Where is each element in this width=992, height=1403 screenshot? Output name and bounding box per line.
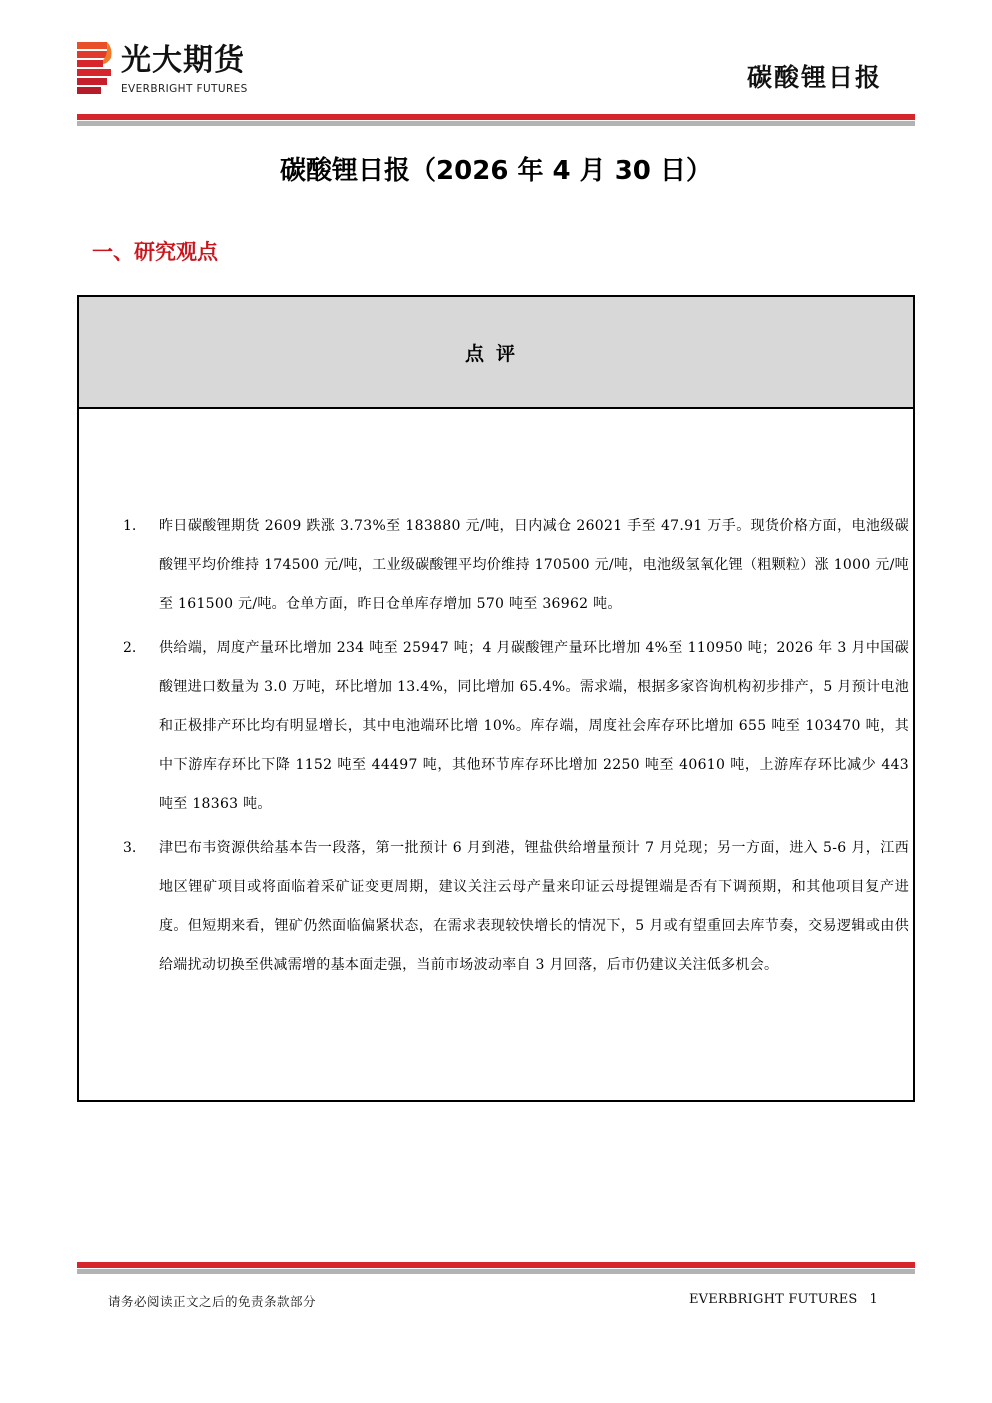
logo-chinese-name: 光大期货 [121,43,245,78]
commentary-box [77,295,915,1102]
document-title: 碳酸锂日报（2026 年 4 月 30 日） [280,156,712,186]
page-number: 1 [869,1292,878,1307]
footer-brand-page [689,1292,878,1307]
list-item [79,629,913,824]
footer-divider [77,1262,915,1274]
logo-english-name: EVERBRIGHT FUTURES [121,83,248,95]
section-heading: 一、研究观点 [92,240,218,264]
everbright-logo-mark [77,42,113,98]
commentary-header: 点评 [79,297,913,409]
list-item [79,829,913,985]
list-item-number: 1. [123,518,137,534]
list-item-number: 3. [123,840,137,856]
report-header-title: 碳酸锂日报 [746,63,882,92]
company-logo [77,42,287,100]
list-item-number: 2. [123,640,137,656]
footer-brand: EVERBRIGHT FUTURES [688,1292,858,1307]
list-item-text: 津巴布韦资源供给基本告一段落，第一批预计 6 月到港，锂盐供给增量预计 7 月兑现；另一方面，进入 5-6 月，江西地区锂矿项目或将面临着采矿证变更周期，建议关注云母产量来印证云母提锂端是否有下调预期，和其他项目复产进度。但短期来看，锂矿仍然面临偏紧状态，在需求表现较快增长的情况下，5 月或有望重回去库节奏，交易逻辑或由供给端扰动切换至供减需增的基本面走强，当前市场波动率自 3 月回落，后市仍建议关注低多机会。 [159,840,909,973]
commentary-points [79,507,913,990]
header-divider [77,114,915,126]
list-item [79,507,913,624]
footer-disclaimer: 请务必阅读正文之后的免责条款部分 [108,1294,317,1309]
list-item-text: 供给端，周度产量环比增加 234 吨至 25947 吨；4 月碳酸锂产量环比增加 4%至 110950 吨；2026 年 3 月中国碳酸锂进口数量为 3.0 万吨，环比增加 13.4%，同比增加 65.4%。需求端，根据多家咨询机构初步排产，5 月预计电池和正极排产环比均有明显增长，其中电池端环比增 10%。库存端，周度社会库存环比增加 655 吨至 103470 吨，其中下游库存环比下降 1152 吨至 44497 吨，其他环节库存环比增加 2250 吨至 40610 吨，上游库存环比减少 443 吨至 18363 吨。 [159,640,909,812]
list-item-text: 昨日碳酸锂期货 2609 跌涨 3.73%至 183880 元/吨，日内减仓 26021 手至 47.91 万手。现货价格方面，电池级碳酸锂平均价维持 174500 元/吨，工业级碳酸锂平均价维持 170500 元/吨，电池级氢氧化锂（粗颗粒）涨 1000 元/吨至 161500 元/吨。仓单方面，昨日仓单库存增加 570 吨至 36962 吨。 [159,518,909,612]
